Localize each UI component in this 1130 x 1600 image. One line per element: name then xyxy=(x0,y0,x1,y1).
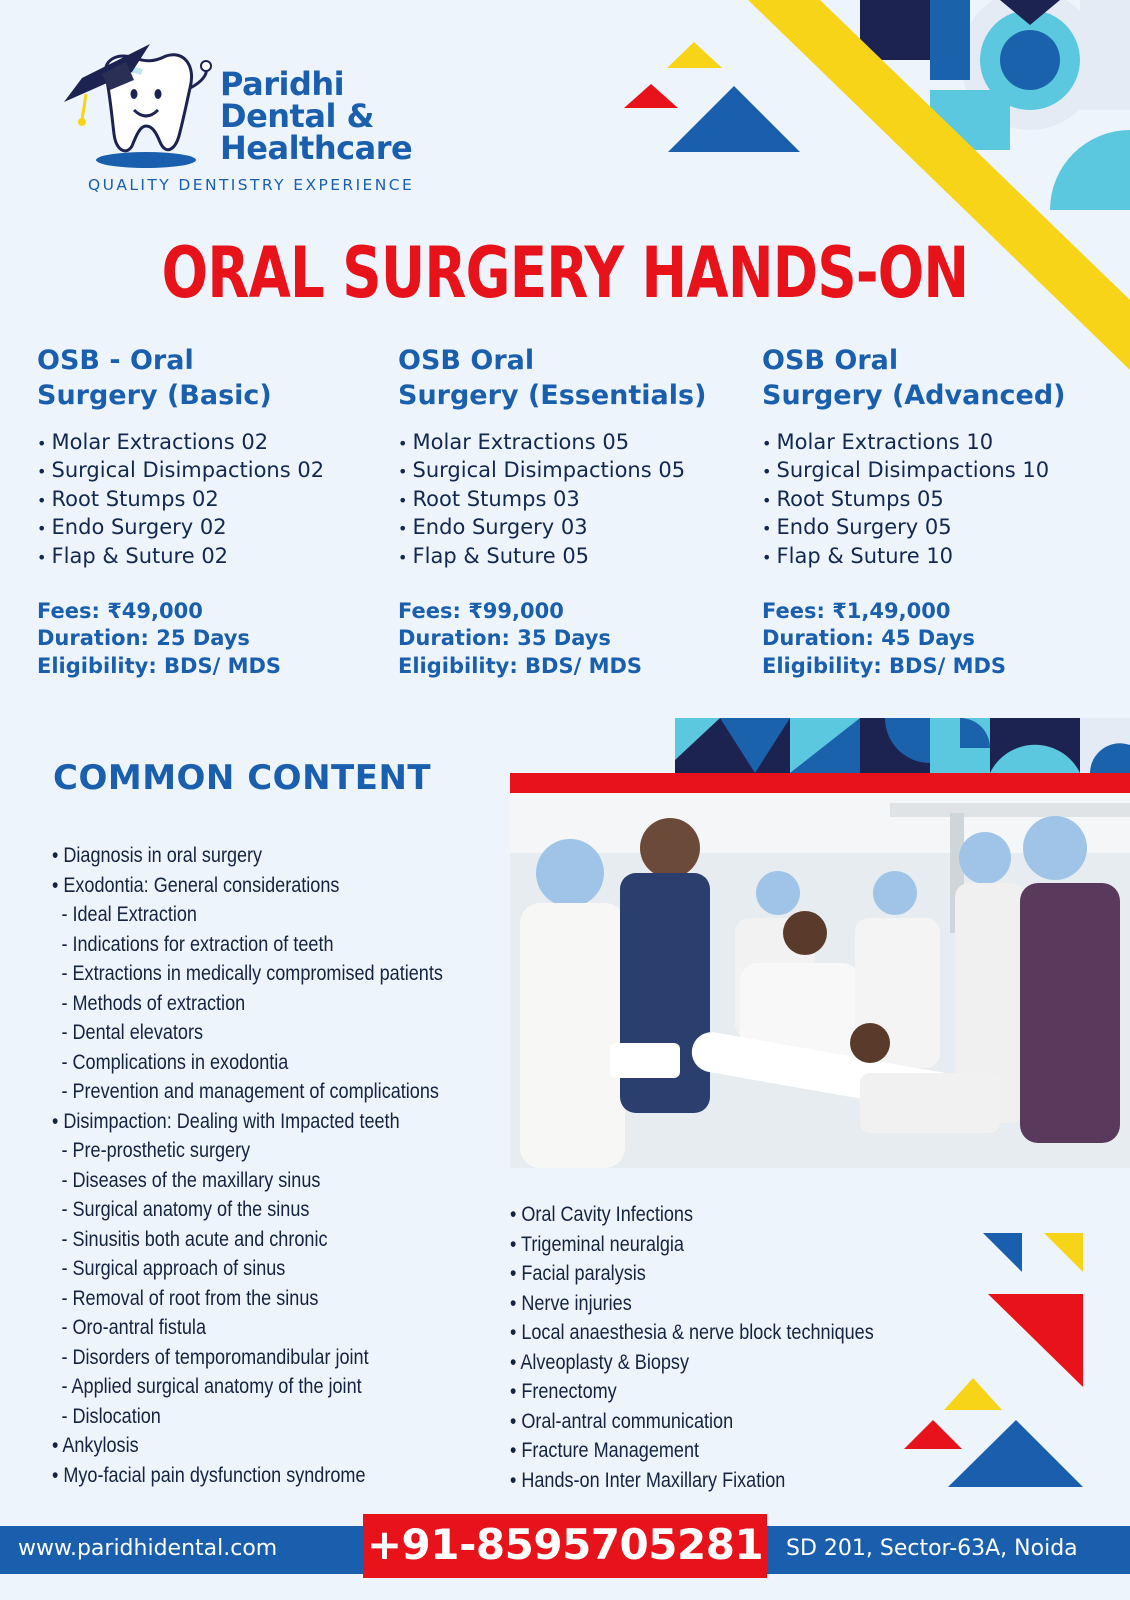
list-item: - Dislocation xyxy=(52,1402,443,1432)
course-name-line-2: Surgery (Basic) xyxy=(37,380,272,411)
brand-tagline: QUALITY DENTISTRY EXPERIENCE xyxy=(88,176,415,194)
list-item: • Facial paralysis xyxy=(510,1259,874,1289)
course-item: • Root Stumps 05 xyxy=(762,486,1117,514)
list-item: - Removal of root from the sinus xyxy=(52,1284,443,1314)
list-item: - Dental elevators xyxy=(52,1018,443,1048)
list-item: - Sinusitis both acute and chronic xyxy=(52,1225,443,1255)
common-content-heading: COMMON CONTENT xyxy=(53,758,432,798)
course-item: • Flap & Suture 05 xyxy=(398,543,753,571)
course-item: • Molar Extractions 10 xyxy=(762,429,1117,457)
course-item: • Surgical Disimpactions 05 xyxy=(398,457,753,485)
course-item: • Molar Extractions 05 xyxy=(398,429,753,457)
course-item: • Root Stumps 02 xyxy=(37,486,392,514)
list-item: - Extractions in medically compromised patients xyxy=(52,959,443,989)
list-item: - Prevention and management of complications xyxy=(52,1077,443,1107)
list-item: • Disimpaction: Dealing with Impacted teeth xyxy=(52,1107,443,1137)
course-eligibility: Eligibility: BDS/ MDS xyxy=(762,653,1007,678)
list-item: - Surgical approach of sinus xyxy=(52,1254,443,1284)
list-item: • Oral Cavity Infections xyxy=(510,1200,874,1230)
list-item: • Diagnosis in oral surgery xyxy=(52,841,443,871)
brand-name-line-3: Healthcare xyxy=(220,129,413,167)
list-item: - Complications in exodontia xyxy=(52,1048,443,1078)
course-eligibility: Eligibility: BDS/ MDS xyxy=(398,653,643,678)
course-name-line-1: OSB Oral xyxy=(398,345,535,376)
course-item: • Molar Extractions 02 xyxy=(37,429,392,457)
list-item: • Oral-antral communication xyxy=(510,1407,874,1437)
list-item: • Myo-facial pain dysfunction syndrome xyxy=(52,1461,443,1491)
list-item: - Indications for extraction of teeth xyxy=(52,930,443,960)
course-name-line-1: OSB Oral xyxy=(762,345,899,376)
list-item: • Exodontia: General considerations xyxy=(52,871,443,901)
list-item: - Methods of extraction xyxy=(52,989,443,1019)
course-name-line-2: Surgery (Essentials) xyxy=(398,380,707,411)
address: SD 201, Sector-63A, Noida xyxy=(786,1536,1078,1561)
brand-name-line-1: Paridhi xyxy=(220,65,345,103)
course-item: • Endo Surgery 05 xyxy=(762,514,1117,542)
course-eligibility: Eligibility: BDS/ MDS xyxy=(37,653,282,678)
course-duration: Duration: 25 Days xyxy=(37,626,250,651)
course-duration: Duration: 35 Days xyxy=(398,626,611,651)
list-item: • Nerve injuries xyxy=(510,1289,874,1319)
list-item: - Pre-prosthetic surgery xyxy=(52,1136,443,1166)
page-title: ORAL SURGERY HANDS-ON xyxy=(161,232,969,314)
course-fees: Fees: ₹1,49,000 xyxy=(762,599,951,624)
website-link[interactable]: www.paridhidental.com xyxy=(18,1536,278,1561)
list-item: - Surgical anatomy of the sinus xyxy=(52,1195,443,1225)
course-name-line-2: Surgery (Advanced) xyxy=(762,380,1066,411)
list-item: • Frenectomy xyxy=(510,1377,874,1407)
course-item: • Root Stumps 03 xyxy=(398,486,753,514)
course-fees: Fees: ₹99,000 xyxy=(398,599,564,624)
list-item: - Oro-antral fistula xyxy=(52,1313,443,1343)
phone-number[interactable]: +91-8595705281 xyxy=(366,1520,764,1569)
list-item: • Fracture Management xyxy=(510,1436,874,1466)
list-item: • Ankylosis xyxy=(52,1431,443,1461)
brand-name-line-2: Dental & xyxy=(220,97,374,135)
course-item: • Flap & Suture 02 xyxy=(37,543,392,571)
list-item: • Local anaesthesia & nerve block techniques xyxy=(510,1318,874,1348)
list-item: - Diseases of the maxillary sinus xyxy=(52,1166,443,1196)
list-item: • Alveoplasty & Biopsy xyxy=(510,1348,874,1378)
list-item: • Trigeminal neuralgia xyxy=(510,1230,874,1260)
course-item: • Endo Surgery 03 xyxy=(398,514,753,542)
list-item: • Hands-on Inter Maxillary Fixation xyxy=(510,1466,874,1496)
course-item: • Endo Surgery 02 xyxy=(37,514,392,542)
course-item: • Surgical Disimpactions 02 xyxy=(37,457,392,485)
list-item: - Applied surgical anatomy of the joint xyxy=(52,1372,443,1402)
course-item: • Flap & Suture 10 xyxy=(762,543,1117,571)
list-item: - Ideal Extraction xyxy=(52,900,443,930)
course-fees: Fees: ₹49,000 xyxy=(37,599,203,624)
course-item: • Surgical Disimpactions 10 xyxy=(762,457,1117,485)
course-name-line-1: OSB - Oral xyxy=(37,345,194,376)
course-duration: Duration: 45 Days xyxy=(762,626,975,651)
list-item: - Disorders of temporomandibular joint xyxy=(52,1343,443,1373)
